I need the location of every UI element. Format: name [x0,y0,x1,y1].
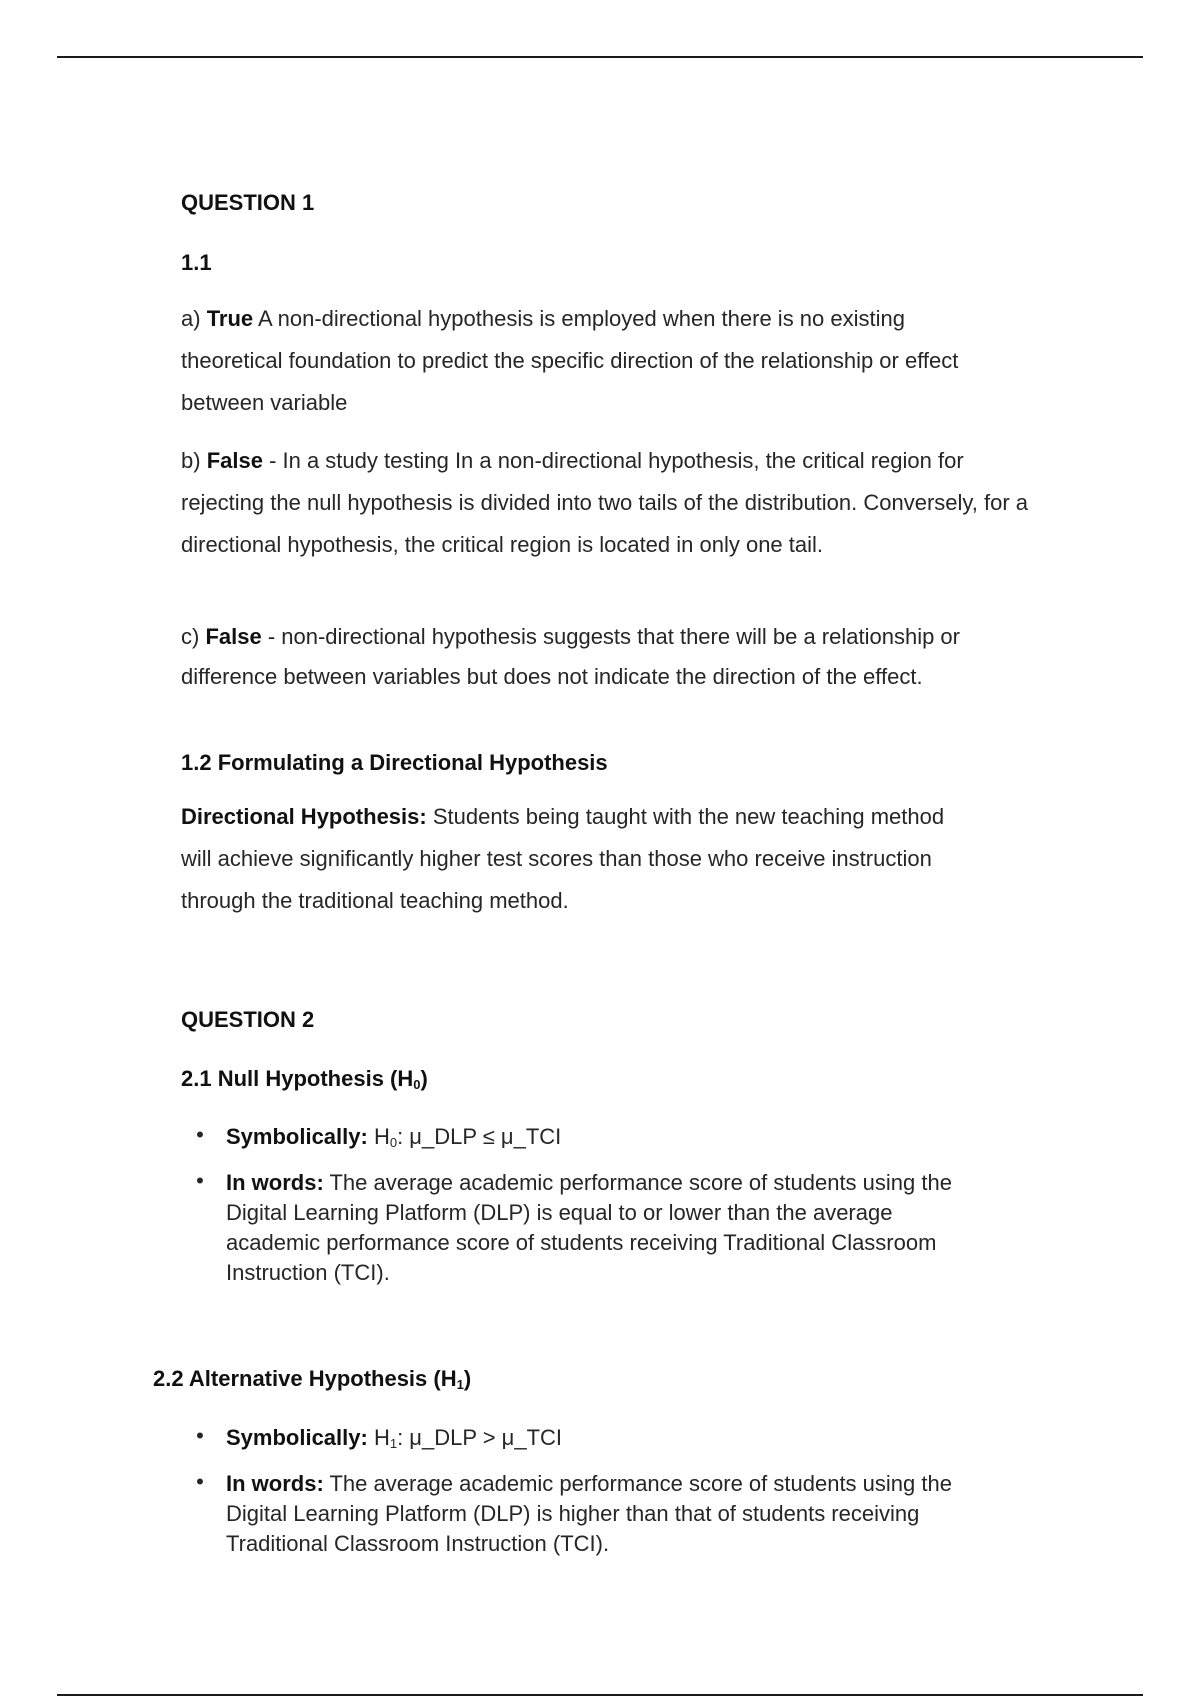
heading-text: 2.1 Null Hypothesis (H [181,1066,414,1091]
directional-hypothesis [181,796,961,922]
answer-label: a) [181,306,207,331]
directional-hypothesis-label: Directional Hypothesis: [181,804,427,829]
subscript: 0 [413,1077,421,1092]
section-2-1-heading [181,1066,1061,1092]
answer-text: - non-directional hypothesis suggests that there will be a relationship or difference between variables but does not indicate the direction of the effect. [181,624,960,689]
subscript: 1 [456,1377,464,1392]
directional-hypothesis-text: Students being taught with the new teaching method will achieve significantly higher test scores than those who receive instruction through the traditional teaching method. [181,804,945,913]
item-text: The average academic performance score of students using the Digital Learning Platform (DLP) is higher than that of students receiving Traditional Classroom Instruction (TCI). [226,1471,952,1556]
answer-verdict: True [206,306,254,331]
symbol-h: H [367,1124,390,1149]
answer-verdict: False [205,624,262,649]
bullet-icon: • [196,1423,204,1448]
answer-label: c) [181,624,206,649]
null-words-text [226,1168,986,1288]
heading-text: 2.2 Alternative Hypothesis (H [153,1366,457,1391]
item-text: : μ_DLP ≤ μ_TCI [397,1124,562,1149]
answer-label: b) [181,448,207,473]
heading-close: ) [420,1066,428,1091]
question-2-heading: QUESTION 2 [181,1007,315,1032]
null-symbolic-text [226,1122,1076,1158]
answer-1-1-c [181,617,1061,697]
subscript: 0 [389,1135,398,1150]
item-label: In words: [226,1170,324,1195]
footer-rule [57,1694,1143,1696]
header-rule [57,56,1143,58]
symbol-h: H [367,1425,390,1450]
bullet-icon: • [196,1122,204,1147]
item-label: Symbolically: [226,1124,368,1149]
answer-verdict: False [206,448,263,473]
section-2-2-heading [153,1366,1033,1392]
alt-words-text [226,1469,996,1559]
alt-symbolic-text [226,1423,1076,1459]
answer-1-1-b [181,440,1031,566]
section-1-1-heading: 1.1 [181,250,212,275]
answer-1-1-a [181,298,1001,424]
item-text: : μ_DLP > μ_TCI [397,1425,563,1450]
question-1-heading: QUESTION 1 [181,190,315,215]
answer-text: A non-directional hypothesis is employed when there is no existing theoretical foundation to predict the specific direction of the relationship or effect between variable [181,306,959,415]
heading-close: ) [463,1366,472,1391]
section-1-2-heading: 1.2 Formulating a Directional Hypothesis [181,750,608,775]
item-label: Symbolically: [226,1425,368,1450]
bullet-icon: • [196,1469,204,1494]
bullet-icon: • [196,1168,204,1193]
item-text: The average academic performance score of students using the Digital Learning Platform (DLP) is equal to or lower than the average academic performance score of students receiving Traditional Classroom Instruction (TCI). [226,1170,952,1285]
answer-text: - In a study testing In a non-directional hypothesis, the critical region for rejecting the null hypothesis is divided into two tails of the distribution. Conversely, for a directional hypothesis, the critical region is located in only one tail. [181,448,1029,557]
item-label: In words: [226,1471,324,1496]
subscript: 1 [389,1436,398,1451]
